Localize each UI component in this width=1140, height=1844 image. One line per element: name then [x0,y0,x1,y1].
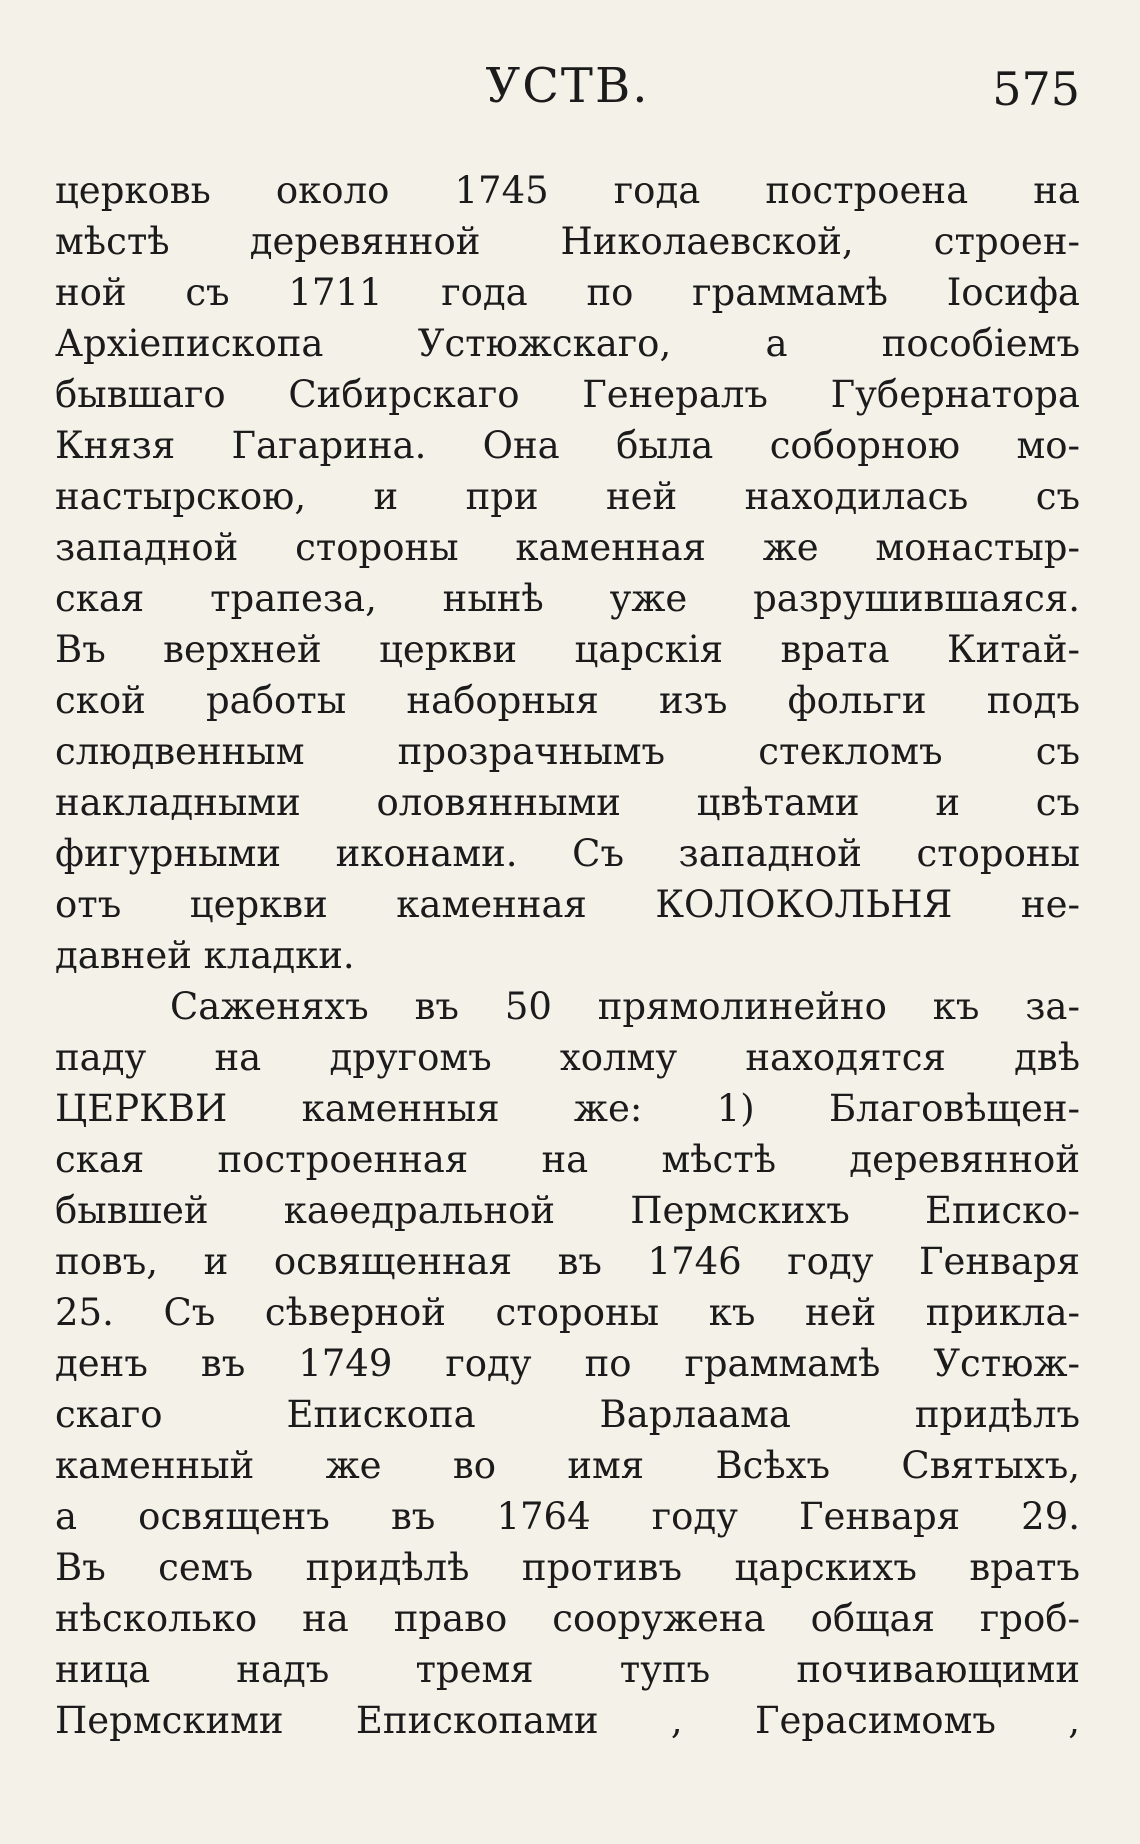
text-line: бывшей каѳедральной Пермскихъ Еписко- [55,1189,1080,1232]
text-line: Пермскими Епископами , Герасимомъ , [55,1699,1080,1742]
body-text [55,165,1080,1746]
running-head: УСТВ. [485,58,650,114]
text-line: бывшаго Сибирскаго Генералъ Губернатора [55,373,1080,416]
text-line: ской работы наборныя изъ фольги подъ [55,679,1080,722]
text-line: настырскою, и при ней находилась съ [55,475,1080,518]
text-line: давней кладки. [55,934,355,977]
text-line: повъ, и освященная въ 1746 году Генваря [55,1240,1080,1283]
text-line: а освященъ въ 1764 году Генваря 29. [55,1495,1080,1538]
text-line: слюдвенным прозрачнымъ стекломъ съ [55,730,1080,773]
text-line: отъ церкви каменная КОЛОКОЛЬНЯ не- [55,883,1080,926]
text-line: ская трапеза, нынѣ уже разрушившаяся. [55,577,1080,620]
text-line: ская построенная на мѣстѣ деревянной [55,1138,1080,1181]
text-line: фигурными иконами. Съ западной стороны [55,832,1080,875]
text-line: 25. Съ сѣверной стороны къ ней прикла- [55,1291,1080,1334]
text-line: церковь около 1745 года построена на [55,169,1080,212]
text-line: мѣстѣ деревянной Николаевской, строен- [55,220,1080,263]
text-line: Архіепископа Устюжскаго, а пособіемъ [55,322,1080,365]
text-line: ница надъ тремя тупъ почивающими [55,1648,1080,1691]
text-line: паду на другомъ холму находятся двѣ [55,1036,1080,1079]
text-line: ЦЕРКВИ каменныя же: 1) Благовѣщен- [55,1087,1080,1130]
page-number: 575 [992,62,1080,116]
text-line: Въ семъ придѣлѣ противъ царскихъ вратъ [55,1546,1080,1589]
text-line: западной стороны каменная же монастыр- [55,526,1080,569]
text-line: скаго Епископа Варлаама придѣлъ [55,1393,1080,1436]
text-line: накладными оловянными цвѣтами и съ [55,781,1080,824]
text-line: Въ верхней церкви царскія врата Китай- [55,628,1080,671]
text-line: Князя Гагарина. Она была соборною мо- [55,424,1080,467]
text-line: ной съ 1711 года по граммамѣ Іосифа [55,271,1080,314]
text-line: нѣсколько на право сооружена общая гроб- [55,1597,1080,1640]
text-line: денъ въ 1749 году по граммамѣ Устюж- [55,1342,1080,1385]
text-line: Саженяхъ въ 50 прямолинейно къ за- [170,985,1080,1028]
page-header [55,58,1080,128]
text-line: каменный же во имя Всѣхъ Святыхъ, [55,1444,1080,1487]
